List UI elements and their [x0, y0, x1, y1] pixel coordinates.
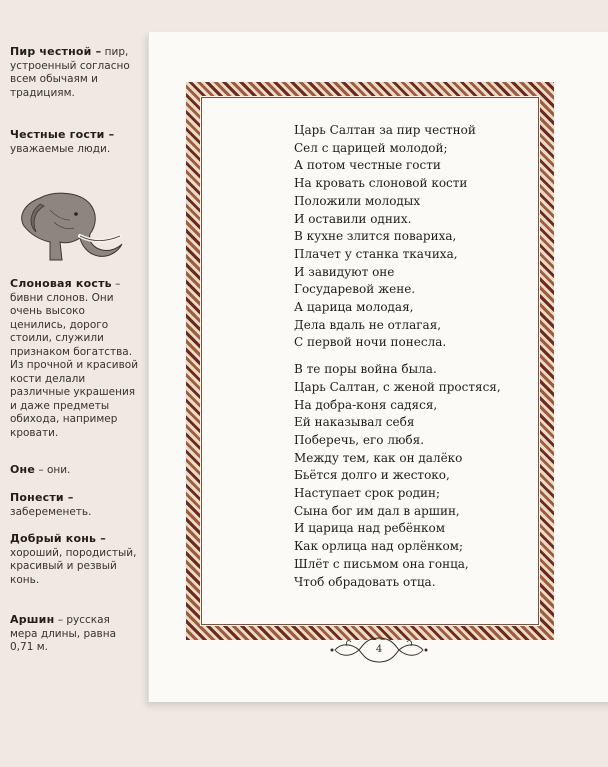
elephant-icon [10, 190, 125, 265]
poem-stanza-1 [294, 122, 524, 352]
glossary-entry [10, 491, 140, 519]
glossary-definition: – бивни слонов. Они очень высоко ценились, дорого стоили, служили признаком богатства. Из прочной и красивой кости делали различные украшения и даже предметы обихода, например кровати. [10, 278, 139, 439]
poem-line: Положили молодых [294, 193, 421, 208]
poem-line: Сына бог им дал в аршин, [294, 503, 460, 518]
glossary-entry [10, 532, 140, 587]
glossary-term: Понести – [10, 491, 74, 504]
glossary-definition: уважаемые люди. [10, 142, 111, 155]
poem-line: В кухне злится повариха, [294, 229, 457, 244]
glossary-term: Слоновая кость [10, 277, 112, 290]
poem-line: В те поры война была. [294, 362, 437, 377]
page-number: 4 [375, 644, 383, 655]
poem-line: А потом честные гости [294, 158, 441, 173]
poem-line: С первой ночи понесла. [294, 335, 447, 350]
poem-line: И завидуют оне [294, 264, 395, 279]
poem-line: На кровать слоновой кости [294, 176, 468, 191]
glossary-term: Добрый конь – [10, 532, 106, 545]
glossary-entry [10, 613, 140, 655]
poem-line: Государевой жене. [294, 282, 416, 297]
poem-line: И царица над ребёнком [294, 521, 446, 536]
poem-line: Бьётся долго и жестоко, [294, 468, 450, 483]
glossary-term: Оне [10, 463, 36, 476]
glossary-term: Честные гости – [10, 128, 115, 141]
poem-line: Сел с царицей молодой; [294, 140, 448, 155]
glossary-entry [10, 45, 140, 100]
poem-text [294, 122, 524, 591]
poem-line: Дела вдаль не отлагая, [294, 317, 442, 332]
poem-line: Между тем, как он далёко [294, 450, 463, 465]
poem-line: Как орлица над орлёнком; [294, 539, 464, 554]
poem-line: На добра-коня садяся, [294, 397, 438, 412]
poem-line: Шлёт с письмом она гонца, [294, 556, 469, 571]
poem-line: Ей наказывал себя [294, 415, 415, 430]
glossary-definition: забеременеть. [10, 505, 92, 518]
glossary-entry [10, 463, 140, 478]
poem-line: Царь Салтан, с женой простяся, [294, 379, 501, 394]
glossary-definition: хороший, породистый, красивый и резвый конь. [10, 546, 137, 586]
glossary-term: Пир честной – [10, 45, 102, 58]
poem-line: А царица молодая, [294, 300, 414, 315]
poem-line: Плачет у станка ткачиха, [294, 246, 458, 261]
glossary-definition: пир, устроенный согласно всем обычаям и традициям. [10, 46, 130, 99]
poem-line: Царь Салтан за пир честной [294, 123, 476, 137]
glossary-definition: – русская мера длины, равна 0,71 м. [10, 614, 117, 653]
glossary-entry [10, 128, 140, 156]
glossary-definition: – они. [38, 464, 71, 476]
poem-line: Чтоб обрадовать отца. [294, 574, 436, 589]
poem-stanza-2 [294, 361, 524, 591]
book-page [148, 32, 608, 702]
poem-line: Поберечь, его любя. [294, 432, 425, 447]
poem-line: И оставили одних. [294, 211, 412, 226]
glossary-term: Аршин [10, 613, 55, 626]
glossary-entry [10, 277, 140, 440]
poem-line: Наступает срок родин; [294, 486, 441, 501]
